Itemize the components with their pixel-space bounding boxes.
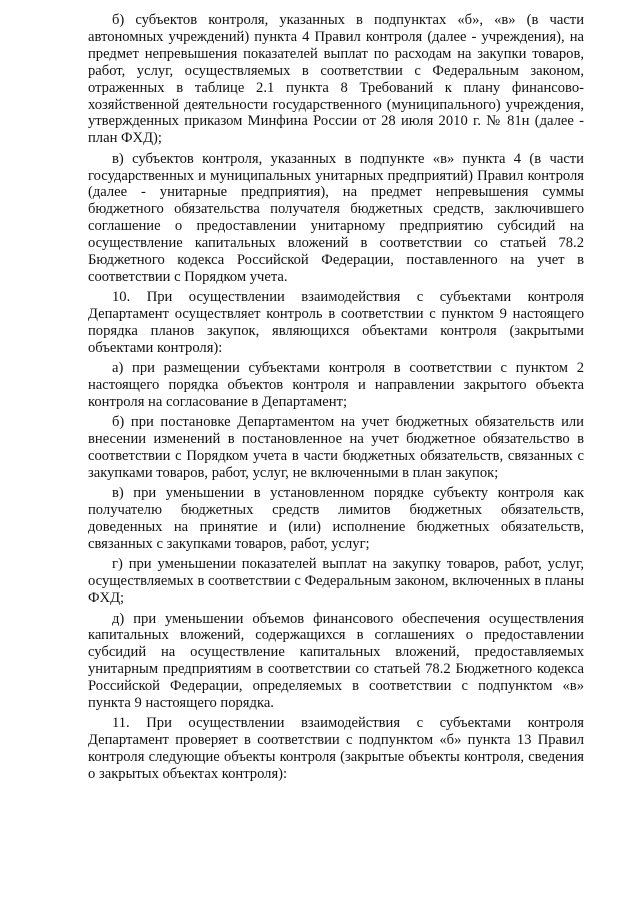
paragraph-10-g: г) при уменьшении показателей выплат на закупку товаров, работ, услуг, осуществляемых в соответствии с Федеральным законом, включенных в планы ФХД;: [88, 556, 584, 607]
paragraph-b-institutions: б) субъектов контроля, указанных в подпунктах «б», «в» (в части автономных учреждений) пункта 4 Правил контроля (далее - учреждения), на предмет непревышения показателей выплат по расходам на закупки товаров, работ, услуг, осуществляемых в соответствии с Федеральным законом, отраженных в таблице 2.1 пункта 8 Требований к плану финансово-хозяйственной деятельности государственного (муниципального) учреждения, утвержденных приказом Минфина России от 28 июля 2010 г. № 81н (далее - план ФХД);: [88, 12, 584, 147]
paragraph-10-v: в) при уменьшении в установленном порядке субъекту контроля как получателю бюджетных средств лимитов бюджетных обязательств, доведенных на принятие и (или) исполнение бюджетных обязательств, связанных с закупками товаров, работ, услуг;: [88, 485, 584, 553]
paragraph-11: 11. При осуществлении взаимодействия с субъектами контроля Департамент проверяет в соответствии с подпунктом «б» пункта 13 Правил контроля следующие объекты контроля (закрытые объекты контроля, сведения о закрытых объектах контроля):: [88, 715, 584, 783]
paragraph-10-d: д) при уменьшении объемов финансового обеспечения осуществления капитальных вложений, содержащихся в соглашениях о предоставлении субсидий на осуществление капитальных вложений, предоставляемых унитарным предприятиям в соответствии со статьей 78.2 Бюджетного кодекса Российской Федерации, определяемых в соответствии с подпунктом «в» пункта 9 настоящего порядка.: [88, 610, 584, 712]
paragraph-10-b: б) при постановке Департаментом на учет бюджетных обязательств или внесении изменений в постановленное на учет бюджетное обязательство в соответствии с Порядком учета в части бюджетных обязательств, связанных с закупками товаров, работ, услуг, не включенными в план закупок;: [88, 414, 584, 482]
paragraph-v-unitary-enterprises: в) субъектов контроля, указанных в подпункте «в» пункта 4 (в части государственных и муниципальных унитарных предприятий) Правил контроля (далее - унитарные предприятия), на предмет непревышения суммы бюджетного обязательства получателя бюджетных средств, заключившего соглашение о предоставлении унитарному предприятию субсидий на осуществление капитальных вложений в соответствии со статьей 78.2 Бюджетного кодекса Российской Федерации, поставленного на учет в соответствии с Порядком учета.: [88, 150, 584, 285]
document-page: [88, 12, 584, 786]
paragraph-10-a: а) при размещении субъектами контроля в соответствии с пунктом 2 настоящего порядка объектов контроля и направлении закрытого объекта контроля на согласование в Департамент;: [88, 360, 584, 411]
paragraph-10: 10. При осуществлении взаимодействия с субъектами контроля Департамент осуществляет контроль в соответствии с пунктом 9 настоящего порядка планов закупок, являющихся объектами контроля (закрытыми объектами контроля):: [88, 289, 584, 356]
